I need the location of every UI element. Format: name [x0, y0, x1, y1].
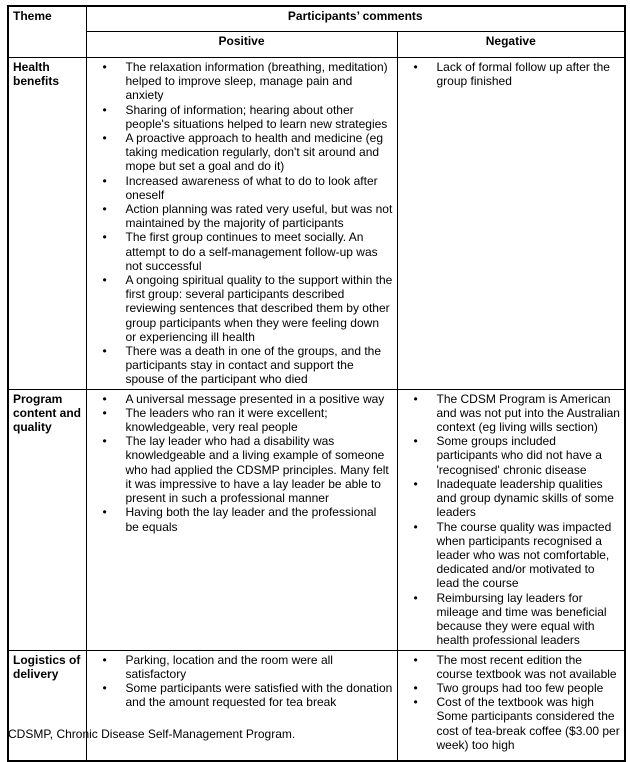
- comment-text: Having both the lay leader and the professional be equals: [125, 505, 377, 534]
- bullet-icon: •: [102, 681, 107, 696]
- positive-comments-cell: [86, 389, 397, 650]
- bullet-icon: •: [413, 681, 418, 696]
- positive-column-header: Positive: [86, 32, 397, 58]
- comment-item: [402, 434, 621, 477]
- comment-text: Reimbursing lay leaders for mileage and time was beneficial because they were equal with health professional leaders: [436, 590, 607, 648]
- comment-item: [402, 60, 621, 88]
- comment-text: The first group continues to meet socially. An attempt to do a self-management follow-up was not successful: [125, 230, 378, 273]
- comment-item: [91, 434, 393, 505]
- bullet-icon: •: [102, 230, 107, 245]
- comment-item: [91, 505, 393, 533]
- bullet-icon: •: [413, 652, 418, 667]
- negative-column-header: Negative: [397, 32, 625, 58]
- comment-item: [91, 202, 393, 230]
- table-row: [8, 389, 625, 650]
- comment-text: The most recent edition the course textbook was not available: [436, 652, 617, 681]
- comment-text: The CDSM Program is American and was not put into the Australian context (eg living wills section): [436, 391, 620, 435]
- bullet-icon: •: [102, 434, 107, 449]
- comment-item: [402, 695, 621, 709]
- comment-text: Parking, location and the room were all satisfactory: [125, 652, 333, 681]
- positive-comments-list: [91, 653, 393, 710]
- bullet-icon: •: [102, 405, 107, 420]
- positive-comments-list: [91, 60, 393, 387]
- participants-comments-header: Participants’ comments: [86, 6, 625, 32]
- negative-comments-cell: [397, 650, 625, 761]
- comment-item: [91, 653, 393, 681]
- comment-text: Some groups included participants who did not have a 'recognised' chronic disease: [436, 434, 602, 477]
- comment-text: Cost of the textbook was high: [436, 695, 594, 710]
- comment-text: A universal message presented in a positive way: [125, 391, 385, 406]
- table-row: [8, 650, 625, 761]
- negative-comments-list: [402, 653, 621, 752]
- comment-text: Some participants were satisfied with the donation and the amount requested for tea break: [125, 681, 393, 710]
- negative-comments-list: [402, 60, 621, 88]
- bullet-icon: •: [413, 391, 418, 406]
- comment-item: [402, 591, 621, 648]
- bullet-icon: •: [102, 505, 107, 520]
- bullet-icon: •: [102, 173, 107, 188]
- comment-text: A ongoing spiritual quality to the support within the first group: several participants described reviewing sentences that described them by other group participants when they were feeling down or experiencing ill health: [125, 273, 393, 344]
- comment-text: The leaders who ran it were excellent; knowledgeable, very real people: [125, 405, 328, 435]
- comment-item: [91, 273, 393, 344]
- comment-item: [91, 230, 393, 273]
- table-row: [8, 58, 625, 390]
- negative-comments-cell: [397, 58, 625, 390]
- comment-item: [402, 477, 621, 520]
- comment-item: [91, 60, 393, 103]
- comment-text: Some participants considered the cost of tea-break coffee ($3.00 per week) too high: [436, 709, 620, 752]
- comment-text: The lay leader who had a disability was knowledgeable and a living example of someone who had applied the CDSMP principles. Many felt it was impressive to have a lay leader be able to present in such a professional manner: [125, 434, 389, 506]
- bullet-icon: •: [102, 131, 107, 146]
- bullet-icon: •: [413, 60, 418, 74]
- negative-comments-cell: [397, 389, 625, 650]
- comment-text: The course quality was impacted when participants recognised a leader who was not comfortable, dedicated and/or motivated to lead the course: [436, 519, 612, 591]
- bullet-icon: •: [102, 344, 107, 359]
- bullet-icon: •: [102, 652, 107, 667]
- comment-item: [91, 344, 393, 387]
- comment-item: [402, 520, 621, 591]
- comment-text: There was a death in one of the groups, and the participants stay in contact and support the spouse of the participant who died: [125, 344, 382, 387]
- bullet-icon: •: [413, 434, 418, 449]
- bullet-icon: •: [102, 202, 107, 217]
- bullet-icon: •: [413, 519, 418, 534]
- comment-item: [91, 103, 393, 131]
- bullet-icon: •: [413, 590, 418, 605]
- comment-item: [91, 681, 393, 709]
- comment-text: Increased awareness of what to do to look after oneself: [125, 173, 378, 202]
- header-row-2: [8, 32, 625, 58]
- positive-comments-cell: [86, 58, 397, 390]
- bullet-icon: •: [413, 476, 418, 491]
- comment-text: Lack of formal follow up after the group finished: [436, 60, 610, 89]
- comment-item: [91, 131, 393, 174]
- comment-item: [402, 653, 621, 681]
- comment-text: The relaxation information (breathing, meditation) helped to improve sleep, manage pain and anxiety: [125, 60, 388, 103]
- comment-text: Inadequate leadership qualities and group dynamic skills of some leaders: [436, 476, 614, 520]
- participants-comments-table: [7, 5, 626, 762]
- bullet-icon: •: [102, 60, 107, 74]
- theme-label: Health benefits: [8, 58, 86, 390]
- comment-text: Action planning was rated very useful, but was not maintained by the majority of participants: [125, 202, 393, 231]
- comment-text: Sharing of information; hearing about other people's situations helped to learn new strategies: [125, 102, 388, 131]
- bullet-icon: •: [102, 273, 107, 288]
- comment-item: [91, 406, 393, 434]
- header-row-1: [8, 6, 625, 32]
- negative-comments-list: [402, 392, 621, 648]
- bullet-icon: •: [102, 102, 107, 117]
- comment-item: [91, 392, 393, 406]
- comment-text: Two groups had too few people: [436, 681, 604, 696]
- comment-item: [402, 392, 621, 435]
- comment-item: [402, 681, 621, 695]
- bullet-icon: •: [413, 695, 418, 710]
- bullet-icon: •: [102, 391, 107, 406]
- theme-column-header: Theme: [8, 6, 86, 58]
- positive-comments-cell: [86, 650, 397, 761]
- table-footnote: CDSMP, Chronic Disease Self-Management Program.: [8, 727, 296, 741]
- positive-comments-list: [91, 392, 393, 534]
- comment-item: [91, 174, 393, 202]
- theme-label: Program content and quality: [8, 389, 86, 650]
- theme-label: Logistics of delivery: [8, 650, 86, 761]
- comment-text: A proactive approach to health and medicine (eg taking medication regularly, don't sit around and mope but set a goal and do it): [125, 131, 384, 174]
